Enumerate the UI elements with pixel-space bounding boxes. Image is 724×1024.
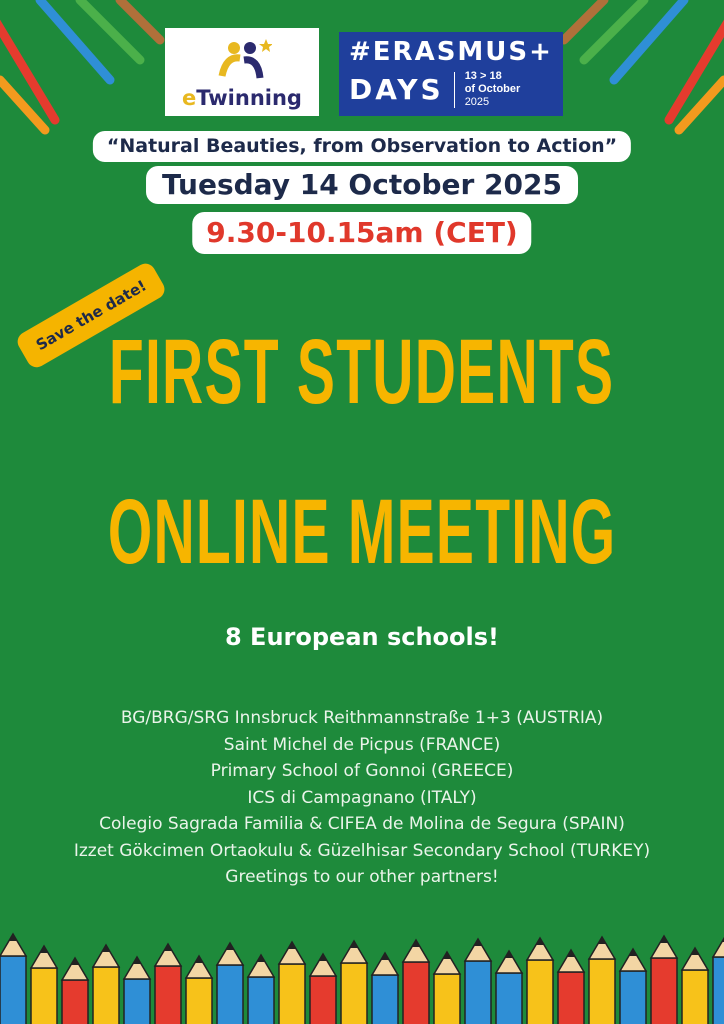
pencil-icon [279,942,305,1024]
etwinning-wordmark: eTwinning [182,86,302,110]
etwinning-figures-icon [212,36,272,86]
title-line-2 [0,482,724,582]
pencil-icon [372,953,398,1024]
pencil-icon [62,958,88,1024]
pencil-icon [217,943,243,1024]
pencil-icon [589,937,615,1024]
list-item: Saint Michel de Picpus (FRANCE) [223,734,501,755]
erasmus-date-range: 13 > 18 [464,70,502,82]
schools-list [0,705,724,891]
pencil-icon [186,956,212,1024]
pencil-icon [403,940,429,1024]
pencil-icon [496,951,522,1024]
pencil-icon [0,934,26,1024]
pencil-icon [434,952,460,1024]
erasmus-days-logo [339,32,563,116]
subtitle: 8 European schools! [225,623,499,651]
title-line-1-text: FIRST STUDENTS [109,321,615,423]
pencil-icon [465,939,491,1024]
save-the-date-badge: Save the date! [14,260,168,371]
pencil-icon [527,938,553,1024]
pencil-icon [620,949,646,1024]
erasmus-wordmark: #ERASMUS+ [349,37,553,67]
days-wordmark: DAYS [349,72,444,106]
pencil-icon [713,935,724,1024]
pencil-icon [651,936,677,1024]
list-item: Greetings to our other partners! [225,867,499,887]
list-item: BG/BRG/SRG Innsbruck Reithmannstraße 1+3 (AUSTRIA) [120,708,604,728]
pencil-icon [155,944,181,1024]
etwinning-logo [165,28,319,116]
title-line-1 [0,322,724,422]
list-item: ICS di Campagnano (ITALY) [247,787,477,808]
pencil-icon [93,945,119,1024]
theme-banner: “Natural Beauties, from Observation to Action” [93,131,631,162]
title-line-2-text: ONLINE MEETING [107,481,617,583]
pencil-icon [31,946,57,1024]
pencil-icon [341,941,367,1024]
pencil-border-decoration [0,924,724,1024]
list-item: Izzet Gökcimen Ortaokulu & Güzelhisar Secondary School (TURKEY) [73,840,651,861]
pencil-icon [248,955,274,1024]
event-time: 9.30-10.15am (CET) [192,212,531,254]
divider [454,72,455,108]
event-date: Tuesday 14 October 2025 [146,166,578,204]
list-item: Primary School of Gonnoi (GREECE) [210,761,514,781]
erasmus-month: of October [464,83,521,95]
pencil-icon [124,957,150,1024]
pencil-icon [558,950,584,1024]
pencil-icon [310,954,336,1024]
pencil-icon [682,948,708,1024]
list-item: Colegio Sagrada Familia & CIFEA de Molina de Segura (SPAIN) [99,814,625,834]
erasmus-year: 2025 [464,96,490,108]
